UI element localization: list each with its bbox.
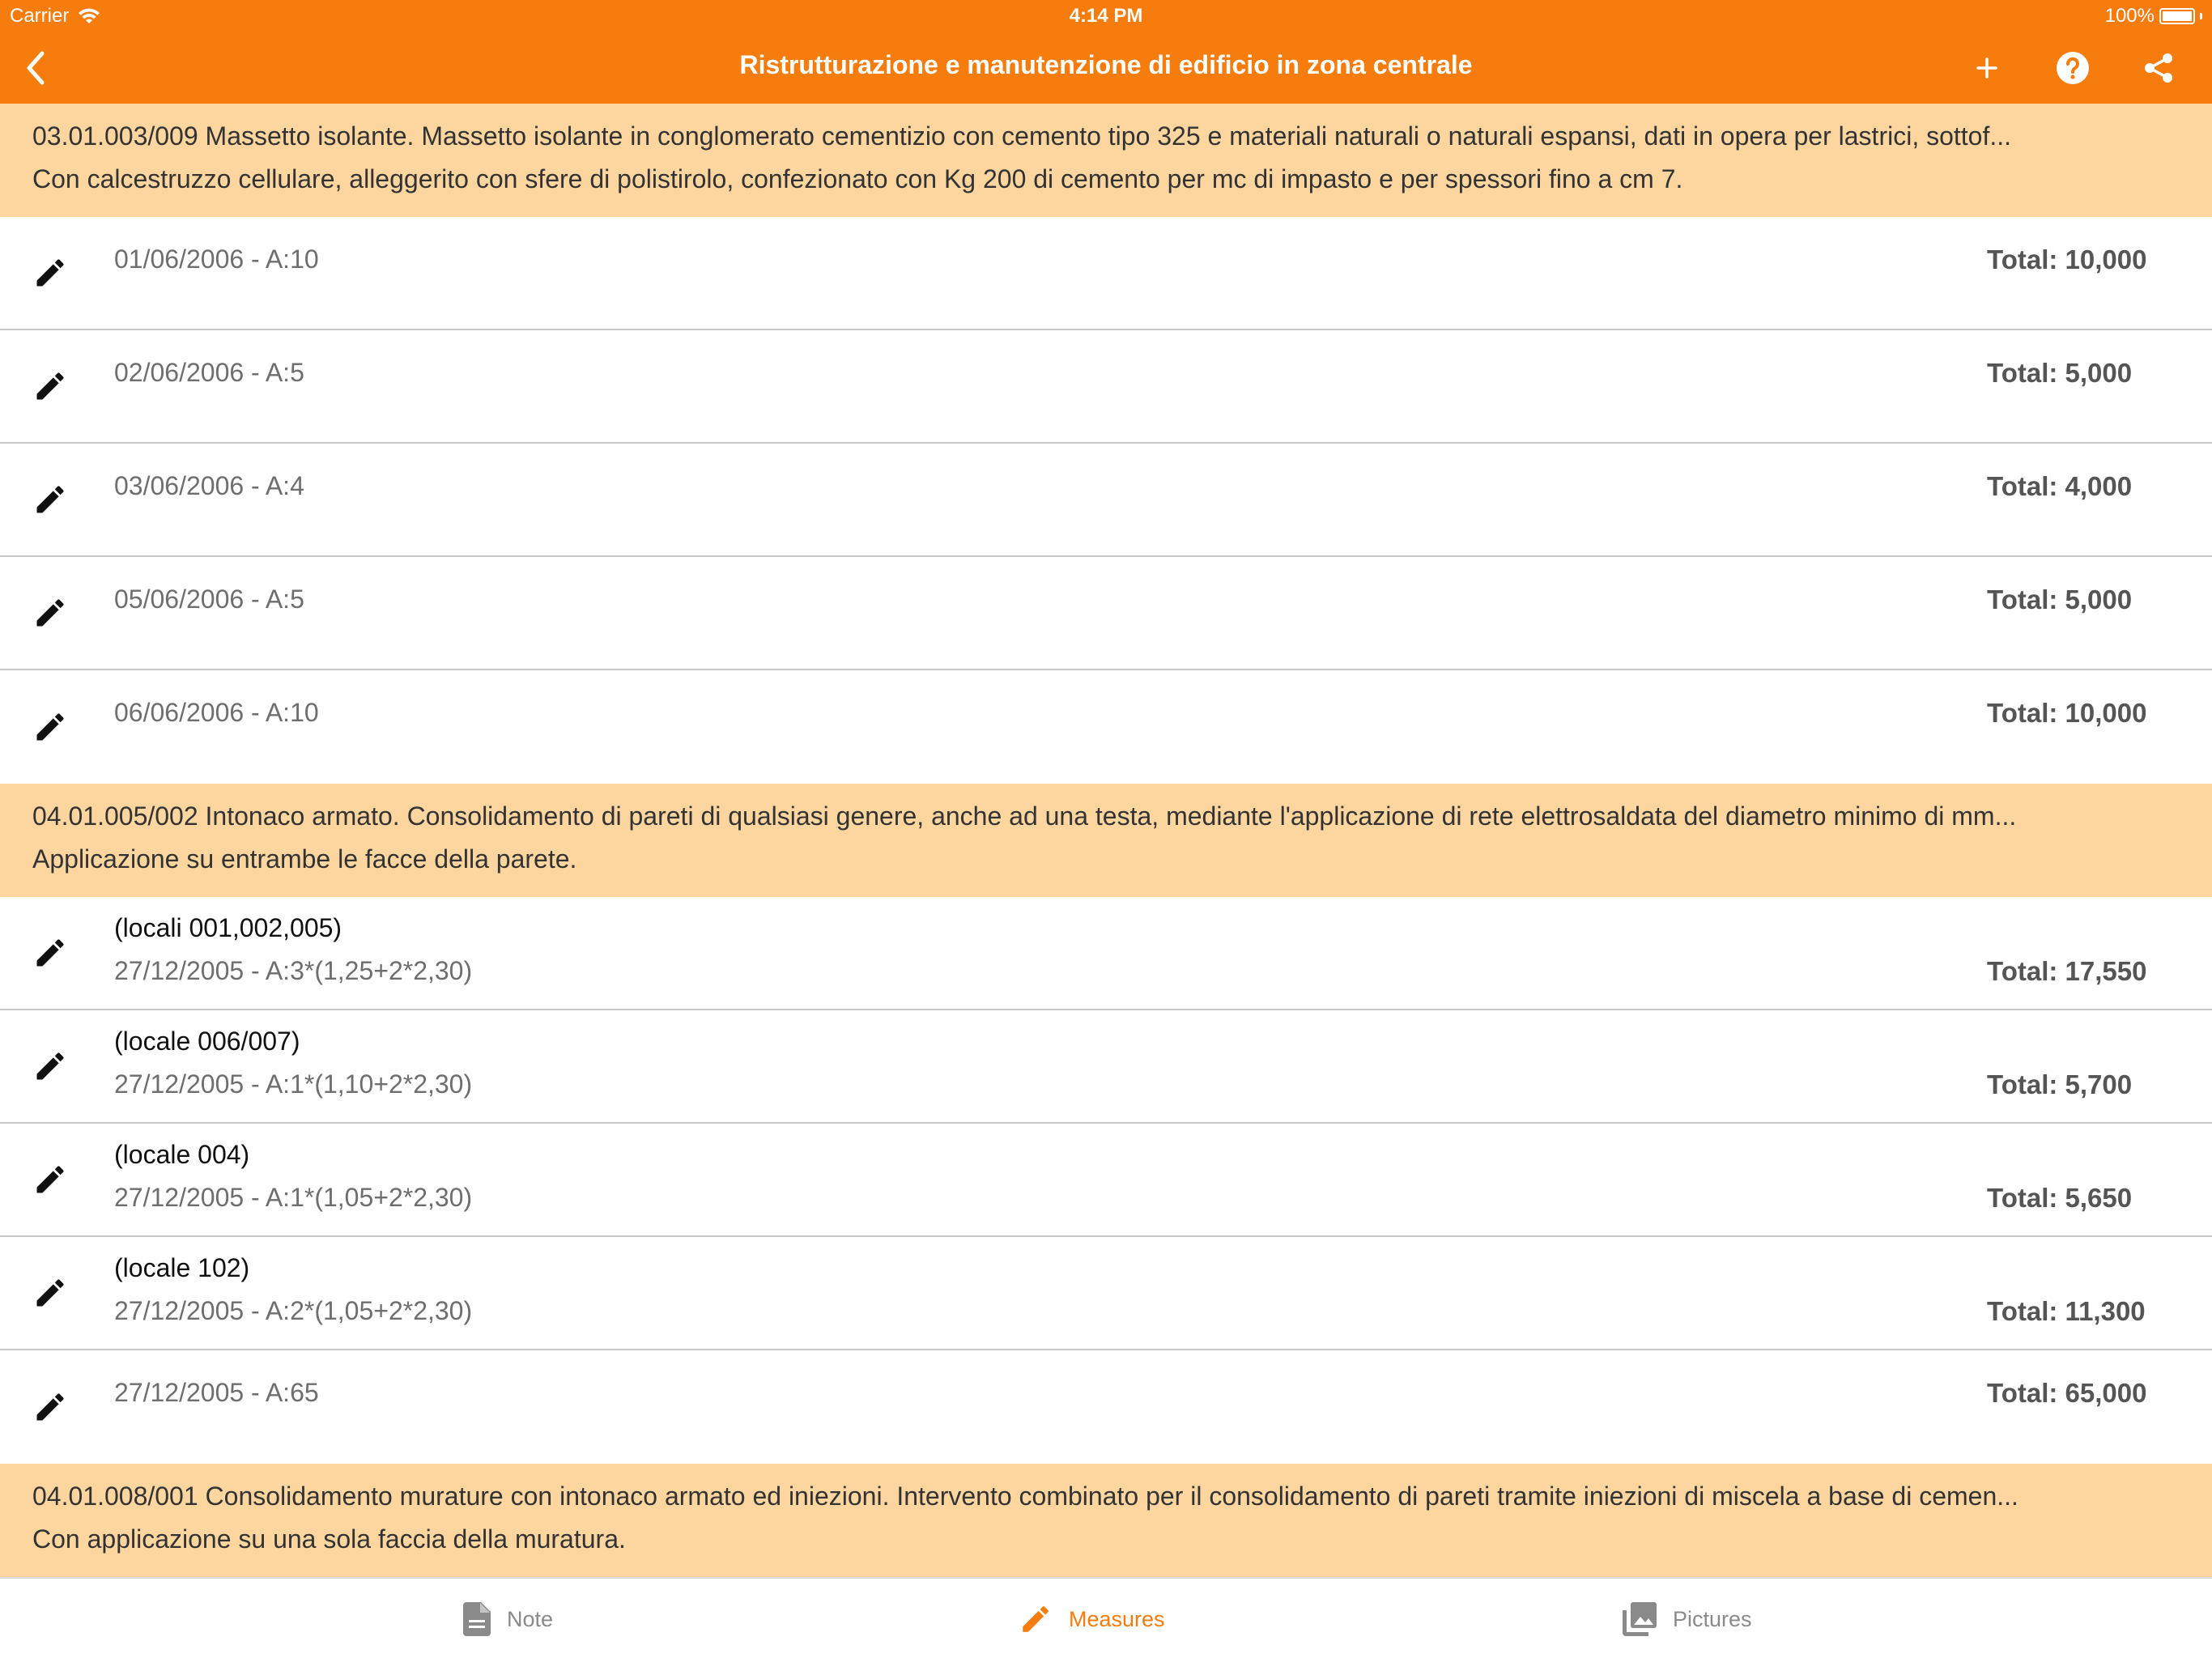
measure-formula: 27/12/2005 - A:1*(1,05+2*2,30) (114, 1183, 473, 1212)
measure-total: Total: 10,000 (1987, 698, 2147, 728)
pencil-icon[interactable] (32, 1162, 68, 1197)
document-icon (463, 1602, 491, 1636)
measure-total: Total: 10,000 (1987, 244, 2147, 274)
pencil-icon[interactable] (32, 595, 68, 631)
measure-formula: 01/06/2006 - A:10 (114, 244, 319, 274)
pencil-icon[interactable] (32, 1275, 68, 1311)
pencil-icon[interactable] (32, 255, 68, 291)
navigation-bar (0, 32, 2212, 104)
measure-row[interactable] (0, 670, 2212, 784)
measure-row[interactable] (0, 1350, 2212, 1464)
pencil-icon[interactable] (32, 1389, 68, 1425)
pencil-icon (1019, 1602, 1053, 1636)
measure-total: Total: 11,300 (1987, 1296, 2146, 1326)
battery-percent: 100% (2104, 5, 2155, 27)
pencil-icon[interactable] (32, 709, 68, 745)
measure-row[interactable] (0, 557, 2212, 670)
measure-formula: 27/12/2005 - A:1*(1,10+2*2,30) (114, 1069, 473, 1099)
help-button[interactable] (2052, 47, 2094, 89)
measure-formula: 27/12/2005 - A:65 (114, 1378, 319, 1407)
tab-note[interactable] (463, 1579, 553, 1658)
section-subtitle: Con applicazione su una sola faccia della muratura. (32, 1524, 626, 1554)
pencil-icon[interactable] (32, 1048, 68, 1084)
tab-bar (0, 1577, 2212, 1658)
section-header (0, 104, 2212, 217)
measure-formula: 05/06/2006 - A:5 (114, 585, 304, 614)
measure-row[interactable] (0, 1124, 2212, 1237)
measure-row[interactable] (0, 897, 2212, 1010)
tab-pictures-label: Pictures (1673, 1606, 1752, 1631)
measure-row[interactable] (0, 330, 2212, 444)
back-button[interactable] (15, 47, 57, 89)
page-title: Ristrutturazione e manutenzione di edificio in zona centrale (739, 50, 1473, 79)
status-bar (0, 0, 2212, 32)
pencil-icon[interactable] (32, 482, 68, 517)
measure-formula: 27/12/2005 - A:2*(1,05+2*2,30) (114, 1296, 473, 1325)
tab-measures-label: Measures (1069, 1606, 1165, 1631)
measure-formula: 27/12/2005 - A:3*(1,25+2*2,30) (114, 956, 473, 985)
measure-total: Total: 5,000 (1987, 358, 2133, 388)
share-icon (2142, 52, 2175, 84)
tab-measures[interactable] (1019, 1579, 1165, 1658)
measures-list[interactable] (0, 104, 2212, 1577)
measure-total: Total: 5,650 (1987, 1183, 2133, 1213)
pictures-icon (1623, 1602, 1657, 1636)
section-title: 04.01.008/001 Consolidamento murature con intonaco armato ed iniezioni. Intervento combinato per il consolidamento di pareti tramite iniezioni di miscela a base di cemen... (32, 1482, 2018, 1511)
plus-icon (1976, 57, 1998, 79)
measure-total: Total: 5,000 (1987, 585, 2133, 614)
measure-note: (locale 004) (114, 1140, 250, 1169)
measure-formula: 02/06/2006 - A:5 (114, 358, 304, 387)
measure-note: (locale 102) (114, 1253, 250, 1282)
carrier-label: Carrier (10, 5, 70, 27)
measure-total: Total: 17,550 (1987, 956, 2147, 986)
measure-total: Total: 65,000 (1987, 1378, 2147, 1408)
measure-row[interactable] (0, 1237, 2212, 1350)
section-title: 03.01.003/009 Massetto isolante. Massetto isolante in conglomerato cementizio con cemento tipo 325 e materiali naturali o naturali espansi, dati in opera per lastrici, sottof... (32, 121, 2012, 151)
section-title: 04.01.005/002 Intonaco armato. Consolidamento di pareti di qualsiasi genere, anche ad una testa, mediante l'applicazione di rete elettrosaldata del diametro minimo di mm... (32, 801, 2017, 831)
battery-tip (2200, 13, 2202, 19)
measure-note: (locali 001,002,005) (114, 913, 342, 942)
section-subtitle: Con calcestruzzo cellulare, alleggerito con sfere di polistirolo, confezionato con Kg 200 di cemento per mc di impasto e per spessori fino a cm 7. (32, 164, 1683, 193)
measure-row[interactable] (0, 217, 2212, 330)
measure-row[interactable] (0, 444, 2212, 557)
chevron-left-icon (24, 50, 47, 86)
pencil-icon[interactable] (32, 935, 68, 971)
status-time: 4:14 PM (1069, 5, 1143, 27)
battery-indicator (2105, 5, 2202, 28)
pencil-icon[interactable] (32, 368, 68, 404)
section-subtitle: Applicazione su entrambe le facce della parete. (32, 844, 577, 874)
measure-note: (locale 006/007) (114, 1027, 300, 1056)
measure-row[interactable] (0, 1010, 2212, 1124)
tab-note-label: Note (507, 1606, 554, 1631)
share-button[interactable] (2138, 47, 2180, 89)
measure-total: Total: 4,000 (1987, 471, 2133, 501)
measure-formula: 06/06/2006 - A:10 (114, 698, 319, 727)
section-header (0, 784, 2212, 897)
add-button[interactable] (1966, 47, 2008, 89)
measure-formula: 03/06/2006 - A:4 (114, 471, 304, 500)
battery-icon (2159, 8, 2195, 24)
section-header (0, 1464, 2212, 1577)
measure-total: Total: 5,700 (1987, 1069, 2133, 1099)
help-icon (2056, 51, 2090, 85)
tab-pictures[interactable] (1623, 1579, 1752, 1658)
